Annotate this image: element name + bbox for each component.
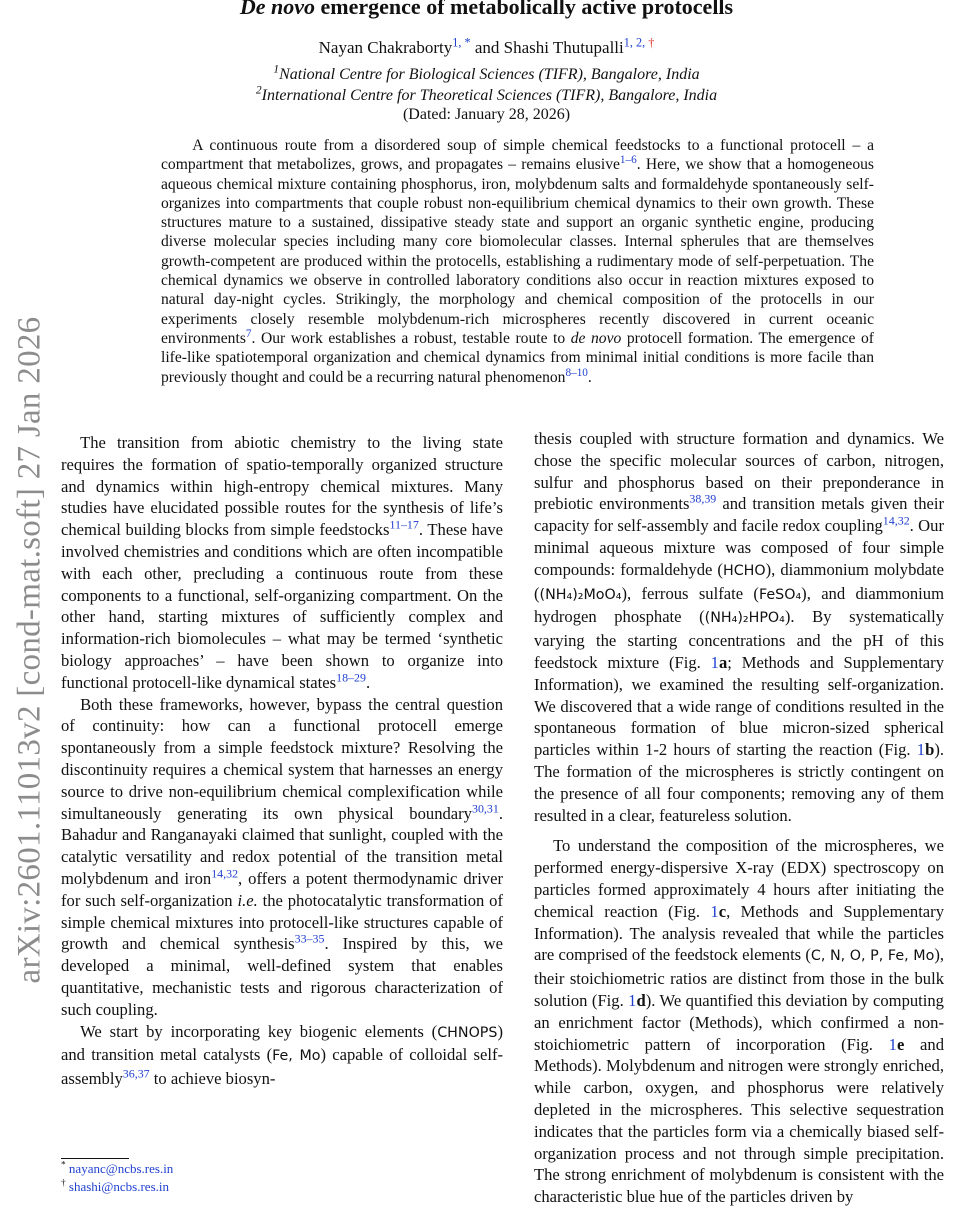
figure-link[interactable]: 1d	[628, 990, 646, 1010]
paper-title: De novo emergence of metabolically active protocells	[239, 0, 734, 19]
figure-link[interactable]: 1c	[710, 901, 727, 921]
abstract: A continuous route from a disordered soup of simple chemical feedstocks to a functional protocell – a compartment that metabolizes, grows, and propagates – remains elusive$^{1-6}$. Here, we show that a homogeneous aqueous chemical mixture containing phosphorus, iron, molybdenum salts and formaldehyde spontaneously self-organizes into compartments that couple robust non-equilibrium chemical dynamics to their own growth. These structures mature to a sustained, dissipative steady state and support an organic synthetic engine, producing diverse molecular species including many core biomolecular classes. Internal spherules that are themselves growth-competent are produced within the protocells, establishing a rudimentary mode of self-perpetuation. The chemical dynamics we observe in controlled laboratory conditions also occur in reaction mixtures exposed to natural day-night cycles. Strikingly, the morphology and chemical composition of the protocells in our experiments closely resemble molybdenum-rich microspheres recently discovered in current oceanic environments$^7$. Our work establishes a robust, testable route to de novo protocell formation. The emergence of life-like spatiotemporal organization and chemical dynamics from minimal initial conditions is more facile than previously thought and could be a recurring natural phenomenon$^{8-10}$.	[161, 137, 874, 386]
author-name: Nayan Chakraborty	[318, 38, 453, 57]
paragraph: Both these frameworks, however, bypass the central question of continuity: how can a functional protocell emerge spontaneously from a simple feedstock mixture? Resolving the discontinuity requires a chemical system that harnesses an energy source to drive non-equilibrium chemical complexification while simultaneously generating its own physical boundary$^{30,31}$. Bahadur and Ranganayaki claimed that sunlight, coupled with the catalytic versatility and redox potential of the transition metal molybdenum and iron$^{14,32}$, offers a potent thermodynamic driver for such self-organization i.e. the photocatalytic transformation of simple chemical mixtures into protocell-like structures capable of growth and chemical synthesis$^{33-35}$. Inspired by this, we developed a minimal, well-defined system that enables quantitative, mechanistic tests and rigorous characterization of such coupling.	[61, 694, 503, 1019]
citation-link[interactable]: 38,39	[689, 491, 717, 506]
email-link[interactable]: nayanc@ncbs.res.in	[68, 1161, 174, 1176]
paragraph: The transition from abiotic chemistry to the living state requires the formation of spatio-temporally organized structure and dynamics within high-entropy chemical mixtures. Many studies have elucidated possible routes for the synthesis of life’s chemical building blocks from simple feedstocks$^{11-17}$. These have involved chemistries and conditions which are often incompatible with each other, precluding a continuous route from these components to a functional, self-organizing compartment. On the other hand, starting mixtures of sufficiently complex and information-rich biomolecules – what may be termed ‘synthetic biology approaches’ – have been shown to organize into functional protocell-like dynamical states$^{18-29}$.	[61, 433, 504, 692]
affiliation: $^2$International Centre for Theoretical Sciences (TIFR), Bangalore, India	[255, 84, 718, 104]
paragraph: thesis coupled with structure formation and dynamics. We chose the specific molecular sources of carbon, nitrogen, sulfur and phosphorus based on their preponderance in prebiotic environments$^{38,39}$ and transition metals given their capacity for self-assembly and facile redox coupling$^{14,32}$. Our minimal aqueous mixture was composed of four simple compounds: formaldehyde (HCHO), diammonium molybdate ((NH₄)₂MoO₄), ferrous sulfate (FeSO₄), and diammonium hydrogen phosphate ((NH₄)₂HPO₄). By systematically varying the starting concentrations and the pH of this feedstock mixture (Fig. 1a; Methods and Supplementary Information), we examined the resulting self-organization. We discovered that a wide range of conditions resulted in the spontaneous formation of blue micron-sized spherical particles within 1-2 hours of starting the reaction (Fig. 1b). The formation of the microspheres is strictly contingent on the presence of all four components; removing any of them resulted in a clear, featureless solution.	[534, 429, 945, 825]
citation-link[interactable]: 8–10	[565, 366, 588, 379]
author-name: Shashi Thutupalli	[503, 38, 624, 57]
citation-link[interactable]: 7	[245, 327, 252, 340]
citation-link[interactable]: 30,31	[471, 801, 499, 816]
footnote: * nayanc@ncbs.res.in	[61, 1160, 174, 1176]
author-affil-marks: 1, *	[452, 35, 471, 50]
email-link[interactable]: shashi@ncbs.res.in	[68, 1179, 169, 1194]
arxiv-side-stamp	[0, 0, 60, 1200]
paragraph: We start by incorporating key biogenic elements (CHNOPS) and transition metal catalysts (Fe, Mo) capable of colloidal self-assembly$^{36,37}$ to achieve biosyn-	[61, 1021, 504, 1089]
footnote: † shashi@ncbs.res.in	[61, 1178, 169, 1194]
date-line: (Dated: January 28, 2026)	[402, 106, 571, 123]
author-list: Nayan Chakraborty$^{1, *}$ and Shashi Thutupalli$^{1, 2,}$ †	[318, 35, 655, 57]
author-affil-marks: 1, 2,	[623, 35, 649, 50]
affiliation: $^1$National Centre for Biological Sciences (TIFR), Bangalore, India	[273, 63, 700, 83]
figure-link[interactable]: 1e	[888, 1034, 905, 1054]
citation-link[interactable]: 14,32	[882, 513, 910, 528]
citation-link[interactable]: 11–17	[389, 517, 419, 532]
footnote-divider	[61, 1158, 129, 1159]
citation-link[interactable]: 1–6	[619, 154, 637, 167]
citation-link[interactable]: 14,32	[211, 866, 239, 881]
body-left-column	[61, 432, 503, 1090]
citation-link[interactable]: 18–29	[336, 670, 366, 685]
body-right-column	[534, 428, 944, 1208]
arxiv-identifier: arXiv:2601.11013v2 [cond-mat.soft] 27 Jan 2026	[11, 316, 48, 984]
author-footnote-mark: †	[648, 35, 655, 50]
figure-link[interactable]: 1a	[710, 652, 728, 672]
figure-link[interactable]: 1b	[916, 740, 935, 760]
citation-link[interactable]: 33–35	[294, 931, 325, 946]
citation-link[interactable]: 36,37	[122, 1066, 150, 1081]
paragraph: To understand the composition of the microspheres, we performed energy-dispersive X-ray (EDX) spectroscopy on particles formed approximately 4 hours after initiating the chemical reaction (Fig. 1c, Methods and Supplementary Information). The analysis revealed that while the particles are comprised of the feedstock elements (C, N, O, P, Fe, Mo), their stoichiometric ratios are distinct from those in the bulk solution (Fig. 1d). We quantified this deviation by computing an enrichment factor (Methods), which confirmed a non-stoichiometric pattern of incorporation (Fig. 1e and Methods). Molybdenum and nitrogen were strongly enriched, while carbon, oxygen, and phosphorus were relatively depleted in the microspheres. This selective sequestration indicates that the particles form via a chemically biased self-organization process and not through simple precipitation. The strong enrichment of molybdenum is consistent with the characteristic blue hue of the particles driven by	[534, 836, 944, 1207]
